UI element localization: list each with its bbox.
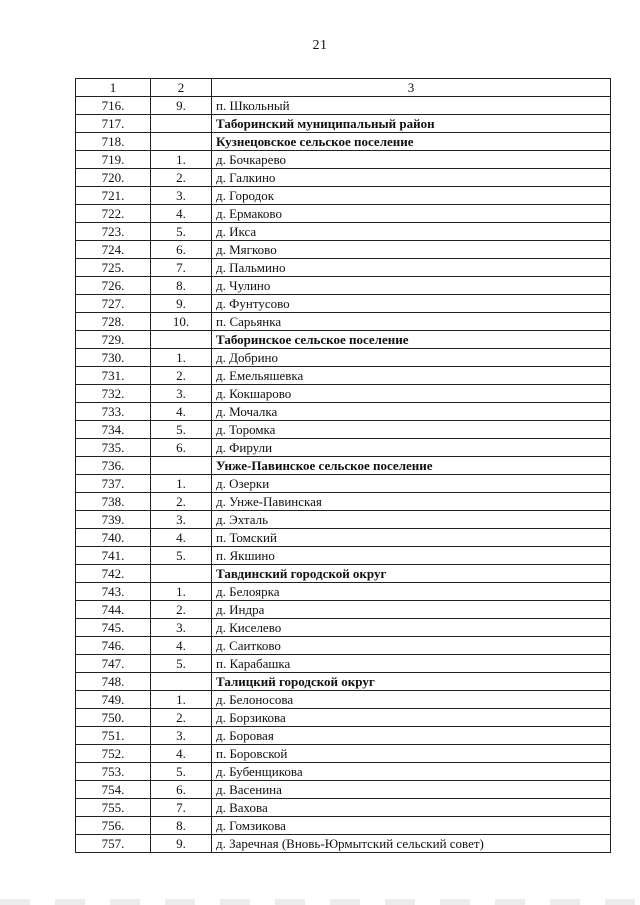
row-number-cell: 728.: [76, 313, 151, 331]
sub-number-cell: 5.: [151, 223, 212, 241]
sub-number-cell: 6.: [151, 781, 212, 799]
settlement-name-cell: д. Озерки: [212, 475, 611, 493]
table-row: [76, 169, 611, 187]
sub-number-cell: 1.: [151, 349, 212, 367]
table-row: [76, 259, 611, 277]
row-number-cell: 748.: [76, 673, 151, 691]
sub-number-cell: 2.: [151, 367, 212, 385]
row-number-cell: 724.: [76, 241, 151, 259]
table-row: [76, 475, 611, 493]
sub-number-cell: [151, 331, 212, 349]
row-number-cell: 727.: [76, 295, 151, 313]
settlement-name-cell: Таборинский муниципальный район: [212, 115, 611, 133]
settlement-name-cell: п. Якшино: [212, 547, 611, 565]
table-row: [76, 421, 611, 439]
settlement-name-cell: д. Киселево: [212, 619, 611, 637]
row-number-cell: 722.: [76, 205, 151, 223]
settlement-name-cell: д. Фирули: [212, 439, 611, 457]
sub-number-cell: 5.: [151, 655, 212, 673]
sub-number-cell: 3.: [151, 385, 212, 403]
table-row: [76, 313, 611, 331]
sub-number-cell: 1.: [151, 151, 212, 169]
row-number-cell: 729.: [76, 331, 151, 349]
column-header-3: 3: [212, 79, 611, 97]
settlement-name-cell: Унже-Павинское сельское поселение: [212, 457, 611, 475]
table-row: [76, 223, 611, 241]
settlement-name-cell: д. Саитково: [212, 637, 611, 655]
table-row: [76, 709, 611, 727]
settlement-name-cell: д. Ермаково: [212, 205, 611, 223]
settlement-name-cell: д. Чулино: [212, 277, 611, 295]
settlement-name-cell: Кузнецовское сельское поселение: [212, 133, 611, 151]
table-row: [76, 655, 611, 673]
table-row: [76, 97, 611, 115]
row-number-cell: 743.: [76, 583, 151, 601]
sub-number-cell: 8.: [151, 277, 212, 295]
table-row: [76, 295, 611, 313]
table-row: [76, 403, 611, 421]
sub-number-cell: 2.: [151, 493, 212, 511]
table-row: [76, 205, 611, 223]
sub-number-cell: [151, 457, 212, 475]
row-number-cell: 726.: [76, 277, 151, 295]
table-row: [76, 367, 611, 385]
sub-number-cell: 4.: [151, 637, 212, 655]
table-header: [76, 79, 611, 97]
sub-number-cell: 6.: [151, 439, 212, 457]
sub-number-cell: 4.: [151, 745, 212, 763]
table-row: [76, 493, 611, 511]
sub-number-cell: 3.: [151, 727, 212, 745]
row-number-cell: 742.: [76, 565, 151, 583]
table-row: [76, 277, 611, 295]
table-row: [76, 835, 611, 853]
row-number-cell: 732.: [76, 385, 151, 403]
table-section-row: [76, 457, 611, 475]
row-number-cell: 717.: [76, 115, 151, 133]
row-number-cell: 723.: [76, 223, 151, 241]
table-row: [76, 817, 611, 835]
sub-number-cell: 4.: [151, 205, 212, 223]
sub-number-cell: 4.: [151, 529, 212, 547]
sub-number-cell: 2.: [151, 601, 212, 619]
settlement-name-cell: д. Фунтусово: [212, 295, 611, 313]
row-number-cell: 737.: [76, 475, 151, 493]
sub-number-cell: 4.: [151, 403, 212, 421]
settlement-name-cell: д. Васенина: [212, 781, 611, 799]
settlements-table: [75, 78, 611, 853]
settlement-name-cell: д. Емельяшевка: [212, 367, 611, 385]
sub-number-cell: [151, 673, 212, 691]
sub-number-cell: 6.: [151, 241, 212, 259]
table-row: [76, 583, 611, 601]
row-number-cell: 754.: [76, 781, 151, 799]
table-row: [76, 763, 611, 781]
settlement-name-cell: д. Мочалка: [212, 403, 611, 421]
sub-number-cell: 5.: [151, 547, 212, 565]
table-row: [76, 727, 611, 745]
sub-number-cell: [151, 133, 212, 151]
page-number: 21: [312, 38, 328, 53]
row-number-cell: 740.: [76, 529, 151, 547]
sub-number-cell: [151, 115, 212, 133]
row-number-cell: 746.: [76, 637, 151, 655]
row-number-cell: 741.: [76, 547, 151, 565]
settlement-name-cell: п. Сарьянка: [212, 313, 611, 331]
settlement-name-cell: д. Боровая: [212, 727, 611, 745]
row-number-cell: 739.: [76, 511, 151, 529]
table-row: [76, 385, 611, 403]
settlement-name-cell: д. Индра: [212, 601, 611, 619]
settlement-name-cell: д. Эхталь: [212, 511, 611, 529]
table-row: [76, 601, 611, 619]
table-row: [76, 619, 611, 637]
settlement-name-cell: д. Торомка: [212, 421, 611, 439]
settlement-name-cell: Талицкий городской округ: [212, 673, 611, 691]
row-number-cell: 747.: [76, 655, 151, 673]
row-number-cell: 756.: [76, 817, 151, 835]
sub-number-cell: 1.: [151, 583, 212, 601]
column-header-1: 1: [76, 79, 151, 97]
row-number-cell: 751.: [76, 727, 151, 745]
settlement-name-cell: д. Мягково: [212, 241, 611, 259]
table-row: [76, 799, 611, 817]
table-row: [76, 187, 611, 205]
sub-number-cell: 5.: [151, 421, 212, 439]
sub-number-cell: 5.: [151, 763, 212, 781]
settlement-name-cell: д. Кокшарово: [212, 385, 611, 403]
row-number-cell: 738.: [76, 493, 151, 511]
row-number-cell: 735.: [76, 439, 151, 457]
sub-number-cell: 8.: [151, 817, 212, 835]
row-number-cell: 725.: [76, 259, 151, 277]
table-row: [76, 439, 611, 457]
column-header-2: 2: [151, 79, 212, 97]
row-number-cell: 744.: [76, 601, 151, 619]
table-section-row: [76, 673, 611, 691]
settlement-name-cell: д. Пальмино: [212, 259, 611, 277]
table-section-row: [76, 133, 611, 151]
sub-number-cell: 9.: [151, 295, 212, 313]
table-row: [76, 781, 611, 799]
row-number-cell: 719.: [76, 151, 151, 169]
row-number-cell: 731.: [76, 367, 151, 385]
settlement-name-cell: д. Бубенщикова: [212, 763, 611, 781]
table-section-row: [76, 565, 611, 583]
settlement-name-cell: п. Томский: [212, 529, 611, 547]
row-number-cell: 718.: [76, 133, 151, 151]
settlement-name-cell: д. Икса: [212, 223, 611, 241]
settlement-name-cell: д. Борзикова: [212, 709, 611, 727]
sub-number-cell: [151, 565, 212, 583]
settlement-name-cell: д. Заречная (Вновь-Юрмытский сельский совет): [212, 835, 611, 853]
table-row: [76, 241, 611, 259]
sub-number-cell: 3.: [151, 511, 212, 529]
settlement-name-cell: д. Галкино: [212, 169, 611, 187]
scan-edge-artifact: [0, 899, 640, 905]
sub-number-cell: 7.: [151, 799, 212, 817]
table-row: [76, 637, 611, 655]
sub-number-cell: 9.: [151, 97, 212, 115]
row-number-cell: 720.: [76, 169, 151, 187]
row-number-cell: 745.: [76, 619, 151, 637]
settlement-name-cell: д. Городок: [212, 187, 611, 205]
table-section-row: [76, 331, 611, 349]
row-number-cell: 749.: [76, 691, 151, 709]
row-number-cell: 716.: [76, 97, 151, 115]
table-row: [76, 151, 611, 169]
table-row: [76, 547, 611, 565]
table-section-row: [76, 115, 611, 133]
settlement-name-cell: д. Бочкарево: [212, 151, 611, 169]
row-number-cell: 750.: [76, 709, 151, 727]
table-header-row: [76, 79, 611, 97]
row-number-cell: 721.: [76, 187, 151, 205]
sub-number-cell: 1.: [151, 475, 212, 493]
row-number-cell: 753.: [76, 763, 151, 781]
settlement-name-cell: п. Карабашка: [212, 655, 611, 673]
row-number-cell: 734.: [76, 421, 151, 439]
row-number-cell: 730.: [76, 349, 151, 367]
row-number-cell: 757.: [76, 835, 151, 853]
sub-number-cell: 3.: [151, 619, 212, 637]
settlement-name-cell: Таборинское сельское поселение: [212, 331, 611, 349]
settlement-name-cell: д. Унже-Павинская: [212, 493, 611, 511]
settlement-name-cell: п. Боровской: [212, 745, 611, 763]
table-row: [76, 691, 611, 709]
settlement-name-cell: д. Гомзикова: [212, 817, 611, 835]
table-body: [76, 97, 611, 853]
sub-number-cell: 9.: [151, 835, 212, 853]
table-row: [76, 349, 611, 367]
settlement-name-cell: д. Вахова: [212, 799, 611, 817]
settlement-name-cell: д. Добрино: [212, 349, 611, 367]
settlement-name-cell: д. Белоярка: [212, 583, 611, 601]
table-row: [76, 745, 611, 763]
settlement-name-cell: д. Белоносова: [212, 691, 611, 709]
row-number-cell: 733.: [76, 403, 151, 421]
table-row: [76, 511, 611, 529]
sub-number-cell: 7.: [151, 259, 212, 277]
row-number-cell: 736.: [76, 457, 151, 475]
row-number-cell: 752.: [76, 745, 151, 763]
settlement-name-cell: п. Школьный: [212, 97, 611, 115]
sub-number-cell: 3.: [151, 187, 212, 205]
sub-number-cell: 2.: [151, 709, 212, 727]
table-row: [76, 529, 611, 547]
sub-number-cell: 1.: [151, 691, 212, 709]
sub-number-cell: 10.: [151, 313, 212, 331]
sub-number-cell: 2.: [151, 169, 212, 187]
settlement-name-cell: Тавдинский городской округ: [212, 565, 611, 583]
row-number-cell: 755.: [76, 799, 151, 817]
